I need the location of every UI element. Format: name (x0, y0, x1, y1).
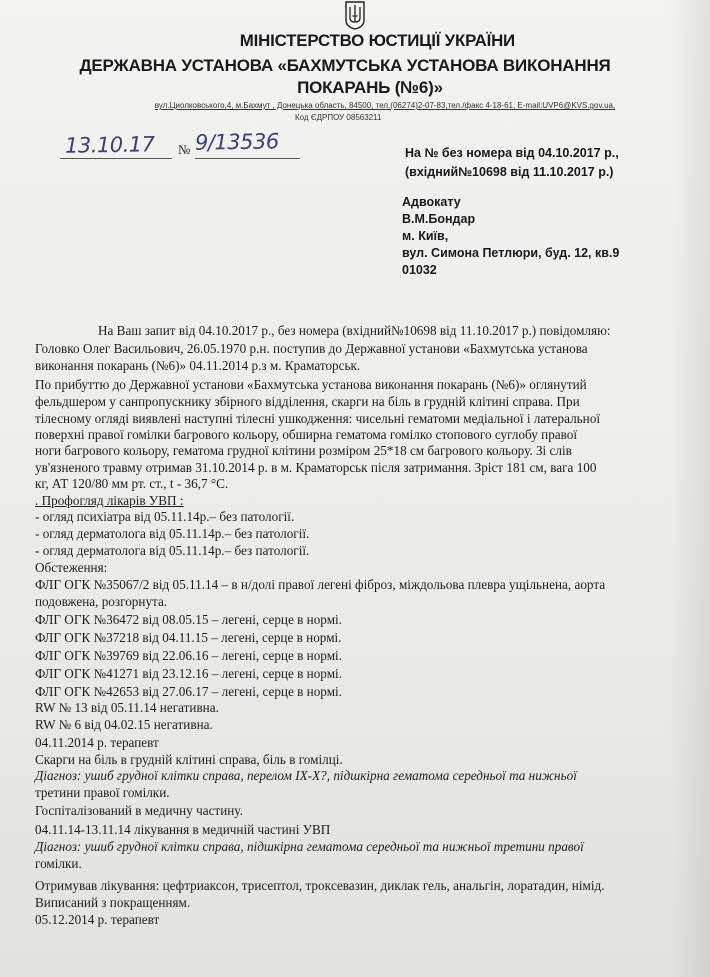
exam-line: ФЛГ ОГК №35067/2 від 05.11.14 – в н/долі правої легені фіброз, міждольова плевра ущільнена, аорта (35, 577, 606, 592)
body-line: виконання покарань (№6)» 04.11.2014 р.з м. Краматорськ. (35, 358, 361, 373)
diagnosis-line: третини правої гомілки. (35, 785, 170, 800)
diagnosis-line: гомілки. (35, 856, 82, 871)
institution-heading: ДЕРЖАВНА УСТАНОВА «БАХМУТСЬКА УСТАНОВА ВИКОНАННЯ (79, 56, 611, 75)
reference-line: На № без номера від 04.10.2017 р., (405, 146, 619, 160)
body-line: Головко Олег Васильович, 26.05.1970 р.н. поступив до Державної установи «Бахмутська установа (35, 341, 588, 356)
exam-line: подовжена, розгорнута. (35, 594, 168, 609)
exam-line: ФЛГ ОГК №39769 від 22.06.16 – легені, серце в нормі. (35, 648, 343, 663)
recipient-city: м. Київ, (402, 229, 449, 243)
institution-heading-cont: ПОКАРАНЬ (№6)» (297, 78, 443, 97)
outgoing-number: 9/13536 (194, 129, 279, 155)
exam-line: - огляд дерматолога від 05.11.14р.– без патології. (35, 526, 310, 541)
body-line: На Ваш запит від 04.10.2017 р., без номера (вхідний№10698 від 11.10.2017 р.) повідомляю: (98, 323, 611, 338)
body-line: тілесному огляді виявлені наступні тілесні ушкодження: чисельні гематоми медіальної і латеральної (35, 411, 600, 426)
section-heading: . Профогляд лікарів УВП : (35, 493, 184, 508)
ministry-heading: МІНІСТЕРСТВО ЮСТИЦІЇ УКРАЇНИ (239, 31, 515, 50)
treatment-period: 04.11.14-13.11.14 лікування в медичній частині УВП (35, 822, 331, 837)
body-line: ноги багрового кольору, гематома грудної клітини розміром 25*18 см багрового кольору. Зі слів (35, 443, 572, 458)
recipient-street: вул. Симона Петлюри, буд. 12, кв.9 (402, 246, 620, 260)
body-line: поверхні правої гомілки багрового кольору, обширна гематома гомілко стопового суглобу правої (35, 427, 578, 442)
exam-line: RW № 13 від 05.11.14 негативна. (35, 700, 219, 715)
recipient-name: В.М.Бондар (402, 212, 476, 226)
entry-date: 04.11.2014 р. терапевт (35, 735, 159, 750)
page-shadow (670, 0, 710, 977)
number-underline (195, 158, 300, 159)
body-line: кг, АТ 120/80 мм рт. ст., t - 36,7 °С. (35, 476, 229, 491)
discharge-line: Виписаний з покращенням. (35, 895, 191, 910)
treatment-line: Отримував лікування: цефтриаксон, трисептол, трокcевазин, диклак гель, анальгін, лоратадин, німід. (35, 878, 605, 893)
entry-date: 05.12.2014 р. терапевт (35, 912, 160, 927)
exam-line: ФЛГ ОГК №37218 від 04.11.15 – легені, серце в нормі. (35, 630, 342, 645)
edrpou-code: Код ЄДРПОУ 08563211 (295, 113, 382, 122)
recipient-title: Адвокату (402, 195, 461, 209)
number-label: № (178, 142, 191, 157)
incoming-reference-line: (вхідний№10698 від 11.10.2017 р.) (405, 165, 614, 179)
date-underline (60, 158, 172, 159)
diagnosis-line: Діагноз: ушиб грудної клітки справа, підшкірна гематома середньої та нижньої третини правої (35, 839, 584, 854)
trident-emblem-icon (343, 0, 367, 30)
body-line: ув'язненого травму отримав 31.10.2014 р. в м. Краматорськ після затримання. Зріст 181 см, вага 100 (35, 460, 597, 475)
outgoing-date: 13.10.17 (64, 132, 155, 158)
exam-line: - огляд дерматолога від 05.11.14р.– без патології. (35, 543, 310, 558)
complaint-line: Скарги на біль в грудній клітині справа, біль в гомілці. (35, 752, 343, 767)
recipient-zip: 01032 (402, 263, 437, 277)
exam-line: ФЛГ ОГК №36472 від 08.05.15 – легені, серце в нормі. (35, 612, 343, 627)
exam-line: ФЛГ ОГК №41271 від 23.12.16 – легені, серце в нормі. (35, 666, 343, 681)
section-heading: Обстеження: (35, 560, 108, 575)
institution-address: вул.Циолковського,4, м.Бахмут , Донецька область, 84500, тел.(06274)2-07-83,тел./факс 4-18-61, E-mail:UVP6@KVS.gov.ua, (154, 101, 616, 110)
exam-line: - огляд психіатра від 05.11.14р.– без патології. (35, 509, 295, 524)
exam-line: ФЛГ ОГК №42653 від 27.06.17 – легені, серце в нормі. (35, 684, 343, 699)
exam-line: RW № 6 від 04.02.15 негативна. (35, 717, 213, 732)
body-line: фельдшером у санпропускнику збірного відділення, скарги на біль в грудній клітині справа. При (35, 394, 580, 409)
hospitalized-line: Госпіталізований в медичну частину. (35, 803, 243, 818)
diagnosis-line: Діагноз: ушиб грудної клітки справа, перелом IX-X?, підшкірна гематома середньої та нижньої (35, 768, 577, 783)
body-line: По прибуттю до Державної установи «Бахмутська установа виконання покарань (№6)» оглянутий (35, 377, 587, 392)
